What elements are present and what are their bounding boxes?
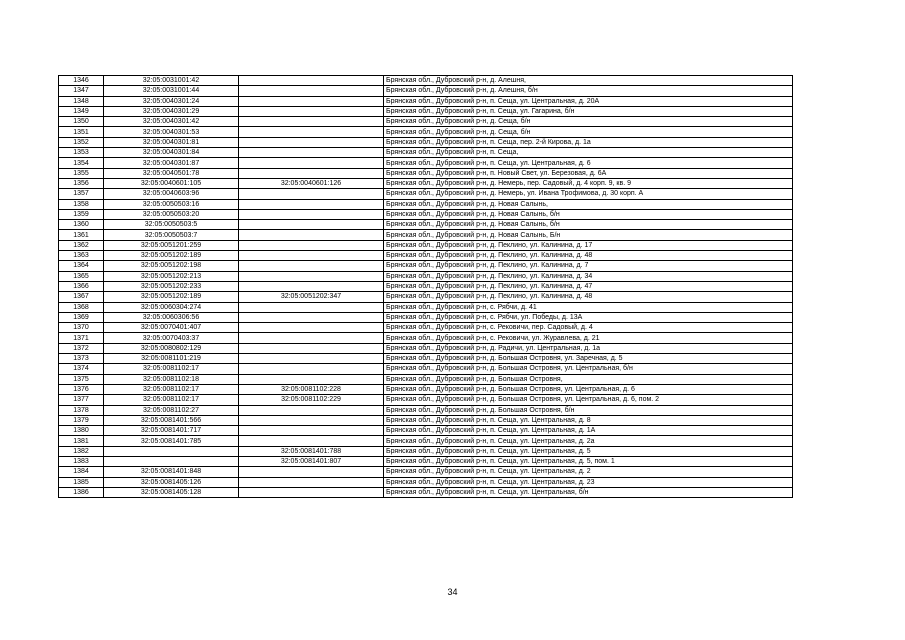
table-row xyxy=(59,333,793,343)
table-row xyxy=(59,477,793,487)
parent-cadastral-cell xyxy=(239,189,384,199)
row-number-cell: 1360 xyxy=(59,220,104,230)
table-row xyxy=(59,261,793,271)
address-cell: Брянская обл., Дубровский р-н, д. Алешня, б/н xyxy=(384,86,793,96)
row-number-cell: 1372 xyxy=(59,343,104,353)
parent-cadastral-cell xyxy=(239,281,384,291)
cadastral-number-cell: 32:05:0060306:56 xyxy=(104,312,239,322)
table-row xyxy=(59,302,793,312)
cadastral-number-cell: 32:05:0081401:717 xyxy=(104,426,239,436)
cadastral-number-cell: 32:05:0050503:5 xyxy=(104,220,239,230)
table-row xyxy=(59,158,793,168)
parent-cadastral-cell: 32:05:0081401:788 xyxy=(239,446,384,456)
parent-cadastral-cell xyxy=(239,312,384,322)
row-number-cell: 1353 xyxy=(59,148,104,158)
parent-cadastral-cell xyxy=(239,86,384,96)
cadastral-number-cell: 32:05:0051202:189 xyxy=(104,251,239,261)
address-cell: Брянская обл., Дубровский р-н, д. Пеклино, ул. Калинина, д. 7 xyxy=(384,261,793,271)
row-number-cell: 1375 xyxy=(59,374,104,384)
parent-cadastral-cell xyxy=(239,127,384,137)
parent-cadastral-cell xyxy=(239,199,384,209)
address-cell: Брянская обл., Дубровский р-н, п. Сеща, ул. Центральная, д. 5, пом. 1 xyxy=(384,456,793,466)
row-number-cell: 1381 xyxy=(59,436,104,446)
address-cell: Брянская обл., Дубровский р-н, д. Пеклино, ул. Калинина, д. 48 xyxy=(384,292,793,302)
row-number-cell: 1346 xyxy=(59,76,104,86)
address-cell: Брянская обл., Дубровский р-н, с. Рябчи, д. 41 xyxy=(384,302,793,312)
row-number-cell: 1358 xyxy=(59,199,104,209)
row-number-cell: 1347 xyxy=(59,86,104,96)
table-row xyxy=(59,251,793,261)
cadastral-number-cell: 32:05:0040603:96 xyxy=(104,189,239,199)
table-row xyxy=(59,220,793,230)
cadastral-number-cell: 32:05:0040301:42 xyxy=(104,117,239,127)
address-cell: Брянская обл., Дубровский р-н, п. Сеща, ул. Центральная, д. 5 xyxy=(384,446,793,456)
table-row xyxy=(59,374,793,384)
cadastral-number-cell: 32:05:0081401:566 xyxy=(104,415,239,425)
row-number-cell: 1356 xyxy=(59,178,104,188)
row-number-cell: 1369 xyxy=(59,312,104,322)
address-cell: Брянская обл., Дубровский р-н, д. Пеклино, ул. Калинина, д. 17 xyxy=(384,240,793,250)
table-row xyxy=(59,364,793,374)
cadastral-number-cell: 32:05:0051201:259 xyxy=(104,240,239,250)
row-number-cell: 1385 xyxy=(59,477,104,487)
parent-cadastral-cell xyxy=(239,96,384,106)
parent-cadastral-cell: 32:05:0081401:807 xyxy=(239,456,384,466)
row-number-cell: 1386 xyxy=(59,487,104,497)
parent-cadastral-cell xyxy=(239,374,384,384)
cadastral-number-cell: 32:05:0040501:78 xyxy=(104,168,239,178)
table-row xyxy=(59,148,793,158)
row-number-cell: 1379 xyxy=(59,415,104,425)
table-row xyxy=(59,168,793,178)
address-cell: Брянская обл., Дубровский р-н, д. Новая Салынь, б/н xyxy=(384,220,793,230)
address-cell: Брянская обл., Дубровский р-н, д. Немерь, ул. Ивана Трофимова, д. 30 корп. А xyxy=(384,189,793,199)
row-number-cell: 1365 xyxy=(59,271,104,281)
address-cell: Брянская обл., Дубровский р-н, с. Рековичи, ул. Журавлева, д. 21 xyxy=(384,333,793,343)
address-cell: Брянская обл., Дубровский р-н, д. Сеща, б/н xyxy=(384,127,793,137)
table-row xyxy=(59,426,793,436)
table-row xyxy=(59,312,793,322)
parent-cadastral-cell xyxy=(239,343,384,353)
property-registry-table xyxy=(58,75,793,498)
cadastral-number-cell: 32:05:0040601:105 xyxy=(104,178,239,188)
address-cell: Брянская обл., Дубровский р-н, с. Рековичи, пер. Садовый, д. 4 xyxy=(384,323,793,333)
cadastral-number-cell: 32:05:0051202:213 xyxy=(104,271,239,281)
table-row xyxy=(59,415,793,425)
row-number-cell: 1380 xyxy=(59,426,104,436)
cadastral-number-cell: 32:05:0050503:7 xyxy=(104,230,239,240)
parent-cadastral-cell xyxy=(239,251,384,261)
cadastral-number-cell xyxy=(104,456,239,466)
address-cell: Брянская обл., Дубровский р-н, п. Сеща, ул. Центральная, д. 23 xyxy=(384,477,793,487)
table-row xyxy=(59,178,793,188)
row-number-cell: 1378 xyxy=(59,405,104,415)
cadastral-number-cell: 32:05:0080802:129 xyxy=(104,343,239,353)
table-row xyxy=(59,487,793,497)
row-number-cell: 1363 xyxy=(59,251,104,261)
parent-cadastral-cell xyxy=(239,240,384,250)
table-row xyxy=(59,127,793,137)
parent-cadastral-cell xyxy=(239,271,384,281)
row-number-cell: 1373 xyxy=(59,354,104,364)
cadastral-number-cell: 32:05:0070403:37 xyxy=(104,333,239,343)
cadastral-number-cell: 32:05:0050503:20 xyxy=(104,209,239,219)
row-number-cell: 1368 xyxy=(59,302,104,312)
row-number-cell: 1349 xyxy=(59,106,104,116)
address-cell: Брянская обл., Дубровский р-н, д. Немерь, пер. Садовый, д. 4 корп. 9, кв. 9 xyxy=(384,178,793,188)
address-cell: Брянская обл., Дубровский р-н, п. Сеща, ул. Центральная, д. 1А xyxy=(384,426,793,436)
cadastral-number-cell: 32:05:0060304:274 xyxy=(104,302,239,312)
cadastral-number-cell: 32:05:0081401:785 xyxy=(104,436,239,446)
address-cell: Брянская обл., Дубровский р-н, д. Большая Островня, б/н xyxy=(384,405,793,415)
address-cell: Брянская обл., Дубровский р-н, д. Новая Салынь, Б/н xyxy=(384,230,793,240)
parent-cadastral-cell xyxy=(239,415,384,425)
address-cell: Брянская обл., Дубровский р-н, д. Алешня, xyxy=(384,76,793,86)
address-cell: Брянская обл., Дубровский р-н, д. Новая Салынь, xyxy=(384,199,793,209)
cadastral-number-cell: 32:05:0040301:29 xyxy=(104,106,239,116)
row-number-cell: 1362 xyxy=(59,240,104,250)
table-row xyxy=(59,384,793,394)
address-cell: Брянская обл., Дубровский р-н, п. Сеща, пер. 2-й Кирова, д. 1а xyxy=(384,137,793,147)
address-cell: Брянская обл., Дубровский р-н, с. Рябчи, ул. Победы, д. 13А xyxy=(384,312,793,322)
address-cell: Брянская обл., Дубровский р-н, п. Сеща, ул. Центральная, д. 20А xyxy=(384,96,793,106)
parent-cadastral-cell xyxy=(239,76,384,86)
parent-cadastral-cell xyxy=(239,333,384,343)
parent-cadastral-cell xyxy=(239,487,384,497)
table-row xyxy=(59,405,793,415)
row-number-cell: 1350 xyxy=(59,117,104,127)
cadastral-number-cell: 32:05:0081101:219 xyxy=(104,354,239,364)
cadastral-number-cell: 32:05:0040301:87 xyxy=(104,158,239,168)
parent-cadastral-cell xyxy=(239,426,384,436)
cadastral-number-cell: 32:05:0051202:233 xyxy=(104,281,239,291)
address-cell: Брянская обл., Дубровский р-н, п. Сеща, ул. Центральная, б/н xyxy=(384,487,793,497)
parent-cadastral-cell xyxy=(239,137,384,147)
address-cell: Брянская обл., Дубровский р-н, п. Сеща, xyxy=(384,148,793,158)
parent-cadastral-cell xyxy=(239,436,384,446)
address-cell: Брянская обл., Дубровский р-н, п. Сеща, ул. Центральная, д. 2 xyxy=(384,467,793,477)
row-number-cell: 1359 xyxy=(59,209,104,219)
row-number-cell: 1348 xyxy=(59,96,104,106)
cadastral-number-cell: 32:05:0081405:126 xyxy=(104,477,239,487)
parent-cadastral-cell xyxy=(239,323,384,333)
table-row xyxy=(59,76,793,86)
address-cell: Брянская обл., Дубровский р-н, д. Радичи, ул. Центральная, д. 1а xyxy=(384,343,793,353)
table-row xyxy=(59,354,793,364)
cadastral-number-cell: 32:05:0081102:27 xyxy=(104,405,239,415)
parent-cadastral-cell xyxy=(239,230,384,240)
row-number-cell: 1370 xyxy=(59,323,104,333)
cadastral-number-cell: 32:05:0040301:84 xyxy=(104,148,239,158)
parent-cadastral-cell xyxy=(239,302,384,312)
row-number-cell: 1384 xyxy=(59,467,104,477)
parent-cadastral-cell: 32:05:0081102:229 xyxy=(239,395,384,405)
table-row xyxy=(59,199,793,209)
address-cell: Брянская обл., Дубровский р-н, п. Сеща, ул. Центральная, д. 8 xyxy=(384,415,793,425)
address-cell: Брянская обл., Дубровский р-н, д. Пеклино, ул. Калинина, д. 48 xyxy=(384,251,793,261)
table-row xyxy=(59,271,793,281)
cadastral-number-cell: 32:05:0081102:17 xyxy=(104,395,239,405)
row-number-cell: 1364 xyxy=(59,261,104,271)
parent-cadastral-cell xyxy=(239,364,384,374)
address-cell: Брянская обл., Дубровский р-н, д. Сеща, б/н xyxy=(384,117,793,127)
cadastral-number-cell: 32:05:0040301:81 xyxy=(104,137,239,147)
row-number-cell: 1382 xyxy=(59,446,104,456)
cadastral-number-cell: 32:05:0081405:128 xyxy=(104,487,239,497)
table-row xyxy=(59,240,793,250)
parent-cadastral-cell xyxy=(239,117,384,127)
table-row xyxy=(59,467,793,477)
table-row xyxy=(59,292,793,302)
parent-cadastral-cell xyxy=(239,405,384,415)
table-row xyxy=(59,343,793,353)
address-cell: Брянская обл., Дубровский р-н, д. Пеклино, ул. Калинина, д. 34 xyxy=(384,271,793,281)
cadastral-number-cell: 32:05:0050503:16 xyxy=(104,199,239,209)
table-row xyxy=(59,209,793,219)
registry-table-body xyxy=(59,76,793,498)
address-cell: Брянская обл., Дубровский р-н, д. Большая Островня, ул. Центральная, б/н xyxy=(384,364,793,374)
table-row xyxy=(59,86,793,96)
table-row xyxy=(59,446,793,456)
table-row xyxy=(59,230,793,240)
page-number: 34 xyxy=(447,587,458,597)
address-cell: Брянская обл., Дубровский р-н, п. Новый Свет, ул. Березовая, д. 6А xyxy=(384,168,793,178)
table-row xyxy=(59,456,793,466)
table-row xyxy=(59,281,793,291)
parent-cadastral-cell xyxy=(239,148,384,158)
table-row xyxy=(59,117,793,127)
parent-cadastral-cell xyxy=(239,467,384,477)
row-number-cell: 1367 xyxy=(59,292,104,302)
table-row xyxy=(59,323,793,333)
cadastral-number-cell: 32:05:0081102:18 xyxy=(104,374,239,384)
parent-cadastral-cell xyxy=(239,168,384,178)
row-number-cell: 1361 xyxy=(59,230,104,240)
cadastral-number-cell: 32:05:0031001:44 xyxy=(104,86,239,96)
cadastral-number-cell xyxy=(104,446,239,456)
parent-cadastral-cell xyxy=(239,220,384,230)
cadastral-number-cell: 32:05:0051202:198 xyxy=(104,261,239,271)
address-cell: Брянская обл., Дубровский р-н, п. Сеща, ул. Центральная, д. 6 xyxy=(384,158,793,168)
row-number-cell: 1374 xyxy=(59,364,104,374)
table-row xyxy=(59,106,793,116)
row-number-cell: 1355 xyxy=(59,168,104,178)
cadastral-number-cell: 32:05:0081401:848 xyxy=(104,467,239,477)
table-row xyxy=(59,436,793,446)
cadastral-number-cell: 32:05:0081102:17 xyxy=(104,384,239,394)
address-cell: Брянская обл., Дубровский р-н, д. Пеклино, ул. Калинина, д. 47 xyxy=(384,281,793,291)
row-number-cell: 1351 xyxy=(59,127,104,137)
cadastral-number-cell: 32:05:0051202:189 xyxy=(104,292,239,302)
row-number-cell: 1383 xyxy=(59,456,104,466)
parent-cadastral-cell: 32:05:0051202:347 xyxy=(239,292,384,302)
parent-cadastral-cell xyxy=(239,261,384,271)
row-number-cell: 1371 xyxy=(59,333,104,343)
row-number-cell: 1366 xyxy=(59,281,104,291)
row-number-cell: 1376 xyxy=(59,384,104,394)
cadastral-number-cell: 32:05:0070401:407 xyxy=(104,323,239,333)
row-number-cell: 1352 xyxy=(59,137,104,147)
parent-cadastral-cell xyxy=(239,209,384,219)
table-row xyxy=(59,189,793,199)
cadastral-number-cell: 32:05:0040301:53 xyxy=(104,127,239,137)
row-number-cell: 1354 xyxy=(59,158,104,168)
parent-cadastral-cell xyxy=(239,477,384,487)
address-cell: Брянская обл., Дубровский р-н, д. Большая Островня, ул. Центральная, д. 6, пом. 2 xyxy=(384,395,793,405)
cadastral-number-cell: 32:05:0040301:24 xyxy=(104,96,239,106)
row-number-cell: 1357 xyxy=(59,189,104,199)
address-cell: Брянская обл., Дубровский р-н, д. Новая Салынь, б/н xyxy=(384,209,793,219)
address-cell: Брянская обл., Дубровский р-н, д. Большая Островня, xyxy=(384,374,793,384)
cadastral-number-cell: 32:05:0031001:42 xyxy=(104,76,239,86)
table-row xyxy=(59,395,793,405)
parent-cadastral-cell: 32:05:0040601:126 xyxy=(239,178,384,188)
address-cell: Брянская обл., Дубровский р-н, д. Большая Островня, ул. Заречная, д. 5 xyxy=(384,354,793,364)
address-cell: Брянская обл., Дубровский р-н, д. Большая Островня, ул. Центральная, д. 6 xyxy=(384,384,793,394)
parent-cadastral-cell: 32:05:0081102:228 xyxy=(239,384,384,394)
parent-cadastral-cell xyxy=(239,106,384,116)
address-cell: Брянская обл., Дубровский р-н, п. Сеща, ул. Центральная, д. 2а xyxy=(384,436,793,446)
cadastral-number-cell: 32:05:0081102:17 xyxy=(104,364,239,374)
address-cell: Брянская обл., Дубровский р-н, п. Сеща, ул. Гагарина, б/н xyxy=(384,106,793,116)
parent-cadastral-cell xyxy=(239,354,384,364)
parent-cadastral-cell xyxy=(239,158,384,168)
table-row xyxy=(59,137,793,147)
row-number-cell: 1377 xyxy=(59,395,104,405)
table-row xyxy=(59,96,793,106)
